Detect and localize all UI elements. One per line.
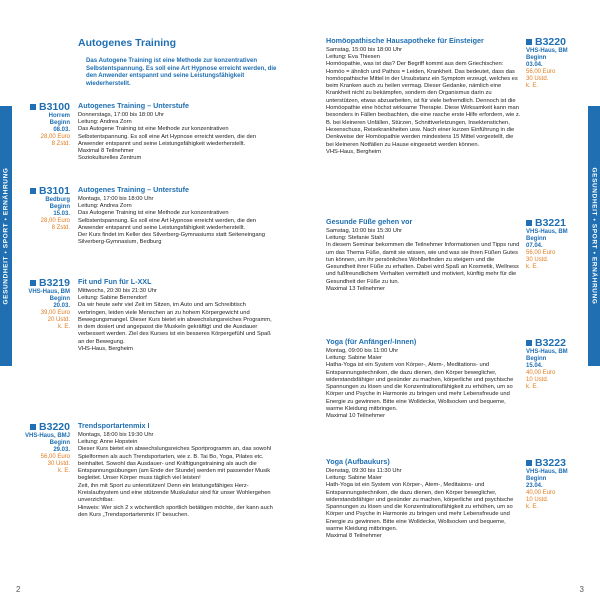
- course-line: In diesem Seminar bekommen die Teilnehmer Informationen und Tipps rund um das Thema Füße, damit sie wissen, wie und was sie ihren Füßen Gutes tun können, um ihr persönliches Wohlbefinden zu steigern und die Gesundheit ihrer Füße zu erhalten. Dabei wird Spaß an Kosmetik, Wellness und fußfreundlichem Verhalten vermittelt und motiviert, künftig mehr für die Gesundheit der Füße zu tun.: [326, 242, 520, 285]
- course-item: [326, 338, 521, 421]
- course-code-block: [12, 186, 70, 232]
- course-date: 03.04.: [526, 61, 543, 68]
- course-begin-label: Beginn: [526, 235, 547, 242]
- course-begin-label: Beginn: [49, 119, 70, 126]
- side-label-right: GESUNDHEIT • SPORT • ERNÄHRUNG: [590, 167, 598, 305]
- course-item: [326, 218, 521, 293]
- square-icon: [30, 188, 36, 194]
- course-title: Yoga (Aufbaukurs): [326, 457, 390, 466]
- page-number-right: 3: [579, 585, 584, 594]
- course-line: Donnerstags, 17:00 bis 18:00 Uhr: [78, 111, 164, 118]
- course-item: [326, 458, 521, 541]
- course-line: Das Autogene Training ist eine Methode zur konzentrativen Selbstentspannung. Es soll eine Art Hypnose erreicht werden, die den Anwender entspannt und seine Leistungsfähigkeit wiederherstellt.: [78, 126, 257, 147]
- left-side-tab: [0, 106, 12, 366]
- course-line: VHS-Haus, Bergheim: [326, 148, 381, 155]
- course-location: VHS-Haus, BM: [526, 468, 568, 475]
- page-number-left: 2: [16, 585, 21, 594]
- course-price: 56,00 Euro: [40, 454, 70, 461]
- course-title: Homöopathische Hausapotheke für Einsteiger: [326, 36, 484, 45]
- course-code: B3220: [39, 421, 70, 433]
- course-date: 29.03.: [53, 446, 70, 453]
- course-begin-label: Beginn: [49, 439, 70, 446]
- course-title: Autogenes Training – Unterstufe: [78, 101, 190, 110]
- course-location: VHS-Haus, BM: [526, 47, 568, 54]
- course-line: Dienstag, 09:30 bis 11:30 Uhr: [326, 467, 402, 474]
- course-hours: 10 Ustd.: [526, 497, 549, 504]
- course-title: Gesunde Füße gehen vor: [326, 217, 413, 226]
- course-line: Leitung: Eva Thiesen: [326, 53, 380, 60]
- course-begin-label: Beginn: [49, 203, 70, 210]
- square-icon: [526, 460, 532, 466]
- course-code-block: [12, 278, 70, 332]
- course-begin-label: Beginn: [526, 54, 547, 61]
- right-side-tab: [588, 106, 600, 366]
- course-code: B3223: [535, 457, 566, 469]
- course-date: 08.03.: [53, 126, 70, 133]
- course-line: Maximal 8 Teilnehmer: [78, 148, 134, 155]
- course-line: Maximal 13 Teilnehmer: [326, 286, 386, 293]
- course-location: VHS-Haus, BM: [526, 348, 568, 355]
- course-extra: k. E.: [526, 504, 539, 511]
- course-code-block: [526, 37, 588, 91]
- course-line: Montags, 18:00 bis 19:30 Uhr: [78, 431, 154, 438]
- course-extra: k. E.: [57, 324, 70, 331]
- course-price: 40,00 Euro: [526, 490, 556, 497]
- course-item: [78, 186, 276, 247]
- course-line: Hath-Yoga ist ein System von Körper-, Atem-, Meditaions- und Entspannungstechniken, die dazu dienen, den Körper beweglicher, widerstandsfähiger und gesünder zu machen, körperliche und psychische Spannungen zu lösen und die Konzentrationsfähigkeit zu erhöhen, um so Körper und Psyche in Harmonie zu bringen und mehr Lebensfreude und Energie zu gewinnen. Bitte eine Wolldecke, Wollsocken und bequeme, warme Kleidung mitbringen.: [326, 482, 514, 533]
- course-code-block: [526, 338, 588, 392]
- course-date: 15.03.: [53, 210, 70, 217]
- course-extra: k. E.: [57, 468, 70, 475]
- course-code: B3101: [39, 185, 70, 197]
- course-line: Montag, 09:00 bis 11:00 Uhr: [326, 347, 399, 354]
- course-line: Leitung: Stefanie Stahl: [326, 234, 384, 241]
- course-code: B3220: [535, 36, 566, 48]
- course-line: Dieser Kurs bietet ein abwechslungsreiches Sportprogramm an, das sowohl Spielformen als auch Trendsportarten, wie z. B. Tai Bo, Yoga, Pilates etc. beinhaltet. Sowohl das Ausdauer- und Kräftigungstraining als auch die Entspannungsübungen (am Ende der Stunde) werden mit passender Musik begleitet. Unser Körper muss täglich viel leisten!: [78, 446, 272, 482]
- course-location: VHS-Haus, BM: [28, 288, 70, 295]
- square-icon: [30, 280, 36, 286]
- course-line: Mittwochs, 20:30 bis 21:30 Uhr: [78, 287, 157, 294]
- course-line: Leitung: Andrea Zorn: [78, 202, 132, 209]
- course-location: VHS-Haus, BM: [526, 228, 568, 235]
- course-item: [326, 37, 521, 156]
- course-line: Da wir heute sehr viel Zeit im Sitzen, im Auto und am Schreibtisch verbringen, leiden viele Menschen an zu hohem Körpergewicht und Bewegungsmangel. Dieser Kurs bietet ein abwechslungsreiches Programm, in dem dosiert und angepasst die Muskeln gekräftigt und die Ausdauer verbessert werden. Ziel des Kurses ist ein besseres Körpergefühl und Spaß an der Bewegung.: [78, 302, 272, 345]
- course-line: Leitung: Sabine Maier: [326, 474, 382, 481]
- course-price: 28,00 Euro: [40, 134, 70, 141]
- course-line: Hatha-Yoga ist ein System von Körper-, Atem-, Meditations- und Entspannungstechniken, die dazu dienen, den Körper beweglicher, widerstandsfähiger und gesünder zu machen, körperliche und psychische Spannungen zu lösen und die Konzentrationsfähigkeit zu erhöhen, um so Körper und Psyche in Harmonie zu bringen und mehr Lebensfreude und Energie zu gewinnen. Bitte eine Wolldecke, Wollsocken und bequeme, warme Kleidung mitbringen.: [326, 362, 514, 413]
- square-icon: [526, 39, 532, 45]
- course-date: 23.04.: [526, 482, 543, 489]
- square-icon: [30, 424, 36, 430]
- course-hours: 30 Ustd.: [526, 76, 549, 83]
- course-code-block: [12, 422, 70, 476]
- square-icon: [30, 104, 36, 110]
- course-begin-label: Beginn: [526, 355, 547, 362]
- course-line: Homöopathie, was ist das? Der Begriff kommt aus dem Griechischen: Homöo = ähnlich und Pathos = Leiden, Krankheit. Das bedeutet, dass das homöopathische Mittel in der Ursubstanz ein Symptom erzeugt, welches es beim Kranken auch zu heilen vermag. Dieser Gedanke, nämlich eine Krankheit nicht zu bekämpfen, sondern den Organismus darin zu unterstützen, etwas abzuarbeiten, ist für viele befremdlich. Dennoch ist die Homöopathie eine höchst wirksame Therapie. Diese Wirksamkeit kann man besonders in Fällen beobachten, die eine rasche erste Hilfe erfordern, wie z. B. bei kleineren Unfällen, Stürzen, Schnittverletzungen, Insektenstichen, Hexenschuss, Reisekrankheiten usw. Nach einer kurzen Einführung in die Denkweise der Homöopathie werden mindestens 15 Mittel vorgestellt, die bei kleineren Notfällen zu Hause eingesetzt werden können.: [326, 61, 521, 148]
- course-line: Maximal 8 Teilnehmer: [326, 533, 382, 540]
- course-extra: k. E.: [526, 83, 539, 90]
- course-line: Maximal 10 Teilnehmer: [326, 413, 386, 420]
- course-price: 56,00 Euro: [526, 69, 556, 76]
- course-line: Silverberg-Gymnasium, Bedburg: [78, 239, 162, 246]
- square-icon: [526, 220, 532, 226]
- course-title: Fit und Fun für L-XXL: [78, 277, 152, 286]
- course-extra: k. E.: [526, 384, 539, 391]
- course-line: Hinweis: Wer sich 2 x wöchentlich sportlich betätigen möchte, der kann auch den Kurs „Trendsportartenmix II“ besuchen.: [78, 504, 273, 518]
- course-code: B3221: [535, 217, 566, 229]
- course-line: VHS-Haus, Bergheim: [78, 346, 133, 353]
- course-code-block: [12, 102, 70, 148]
- course-title: Autogenes Training – Unterstufe: [78, 185, 190, 194]
- course-item: [78, 422, 276, 519]
- course-code: B3100: [39, 101, 70, 113]
- course-extra: k. E.: [526, 264, 539, 271]
- course-hours: 8 Zstd.: [51, 225, 70, 232]
- section-intro: Das Autogene Training ist eine Methode zur konzentrativen Selbstentspannung. Es soll eine Art Hypnose erreicht werden, die den Anwender entspannt und seine Leistungsfähigkeit wiederherstellt.: [86, 57, 277, 87]
- course-line: Leitung: Sabine Berrendorf: [78, 294, 147, 301]
- square-icon: [526, 340, 532, 346]
- course-price: 40,00 Euro: [526, 370, 556, 377]
- course-line: Montags, 17:00 bis 18:00 Uhr: [78, 195, 154, 202]
- course-line: Soziokulturelles Zentrum: [78, 155, 142, 162]
- course-title: Trendsportartenmix I: [78, 421, 150, 430]
- course-line: Zeit, ihn mit Sport zu unterstützen! Denn ein leistungsfähiges Herz-Kreislaufsystem und eine stützende Muskulatur sind für unser Wohlergehen unverzichtbar.: [78, 482, 271, 504]
- course-hours: 10 Ustd.: [526, 377, 549, 384]
- course-location: Horrem: [48, 112, 70, 119]
- course-code: B3222: [535, 337, 566, 349]
- course-hours: 30 Ustd.: [47, 461, 70, 468]
- course-code-block: [526, 458, 588, 512]
- course-date: 15.04.: [526, 362, 543, 369]
- course-location: Bedburg: [45, 196, 70, 203]
- course-price: 56,00 Euro: [526, 250, 556, 257]
- course-code-block: [526, 218, 588, 272]
- course-line: Das Autogene Training ist eine Methode zur konzentrativen Selbstentspannung. Es soll eine Art Hypnose erreicht werden, die den Anwender entspannt und seine Leistungsfähigkeit wiederherstellt.: [78, 210, 257, 231]
- course-date: 20.03.: [53, 302, 70, 309]
- section-title: Autogenes Training: [78, 37, 177, 49]
- course-line: Samstag, 15:00 bis 18:00 Uhr: [326, 46, 403, 53]
- course-line: Leitung: Anne Hopstein: [78, 438, 138, 445]
- course-hours: 8 Zstd.: [51, 141, 70, 148]
- course-item: [78, 102, 276, 163]
- course-price: 39,00 Euro: [40, 310, 70, 317]
- course-hours: 30 Ustd.: [526, 257, 549, 264]
- course-line: Der Kurs findet im Keller des Silverberg-Gymnasiums statt Seiteneingang: [78, 232, 265, 239]
- course-title: Yoga (für Anfänger/-Innen): [326, 337, 417, 346]
- course-price: 28,00 Euro: [40, 218, 70, 225]
- course-line: Leitung: Andrea Zorn: [78, 118, 132, 125]
- course-hours: 20 Ustd.: [47, 317, 70, 324]
- course-line: Leitung: Sabine Maier: [326, 354, 382, 361]
- course-begin-label: Beginn: [526, 475, 547, 482]
- course-location: VHS-Haus, BMJ: [24, 432, 70, 439]
- course-item: [78, 278, 276, 353]
- side-label-left: GESUNDHEIT • SPORT • ERNÄHRUNG: [2, 167, 10, 305]
- course-line: Samstag, 10:00 bis 15:30 Uhr: [326, 227, 403, 234]
- course-begin-label: Beginn: [49, 295, 70, 302]
- course-code: B3219: [39, 277, 70, 289]
- course-date: 07.04.: [526, 242, 543, 249]
